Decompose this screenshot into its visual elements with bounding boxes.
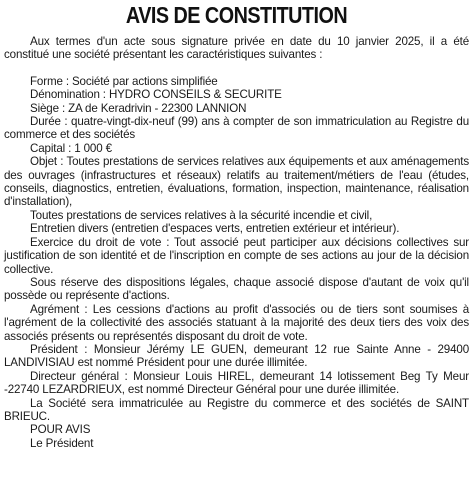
purpose-fire-safety: Toutes prestations de services relatives à la sécurité incendie et civil, — [30, 208, 373, 222]
registration-paragraph: La Société sera immatriculée au Registre du commerce et des sociétés de SAINT BRIEUC. — [4, 396, 469, 423]
registered-office-line: Siège : ZA de Keradrivin - 22300 LANNION — [30, 101, 247, 115]
approval-paragraph: Agrément : Les cessions d'actions au profit d'associés ou de tiers sont soumises à l'agrément de la collectivité des associés statuant à la majorité des deux tiers des voix des associés présents ou représentés disposant du droit de vote. — [4, 302, 469, 343]
purpose-maintenance: Entretien divers (entretien d'espaces verts, entretien extérieur et intérieur). — [30, 222, 400, 236]
notice-title: AVIS DE CONSTITUTION — [125, 2, 348, 28]
general-director-paragraph: Directeur général : Monsieur Louis HIREL, demeurant 14 lotissement Beg Ty Meur -22740 LEZARDRIEUX, est nommé Directeur Général pour une durée illimitée. — [4, 369, 469, 397]
intro-paragraph: Aux termes d'un acte sous signature privée en date du 10 janvier 2025, il a été constitué une société présentant les caractéristiques suivantes : — [4, 35, 469, 62]
purpose-paragraph: Objet : Toutes prestations de services relatives aux équipements et aux aménagements des ouvrages (infrastructures et réseaux) relatifs au traitement/métiers de l'eau (études, conseils, diagnostics, entretien, évaluations, formation, inspection, maintenance, réalisation d'installation), — [4, 155, 469, 209]
president-paragraph: Président : Monsieur Jérémy LE GUEN, demeurant 12 rue Sainte Anne - 29400 LANDIVISIAU est nommé Président pour une durée illimitée. — [4, 342, 469, 370]
name-line: Dénomination : HYDRO CONSEILS & SECURITE — [30, 88, 282, 102]
votes-per-share-paragraph: Sous réserve des dispositions légales, chaque associé dispose d'autant de voix qu'il possède ou représente d'actions. — [4, 275, 469, 303]
pour-avis-line: POUR AVIS — [30, 423, 91, 437]
voting-rights-paragraph: Exercice du droit de vote : Tout associé peut participer aux décisions collectives sur justification de son identité et de l'inscription en compte de ses actions au jour de la décision collective. — [4, 235, 469, 276]
blank-line — [4, 62, 469, 75]
signatory-line: Le Président — [30, 436, 94, 450]
duration-paragraph: Durée : quatre-vingt-dix-neuf (99) ans à compter de son immatriculation au Registre du commerce et des sociétés — [4, 115, 469, 142]
form-line: Forme : Société par actions simplifiée — [30, 74, 218, 88]
capital-line: Capital : 1 000 € — [30, 141, 112, 155]
